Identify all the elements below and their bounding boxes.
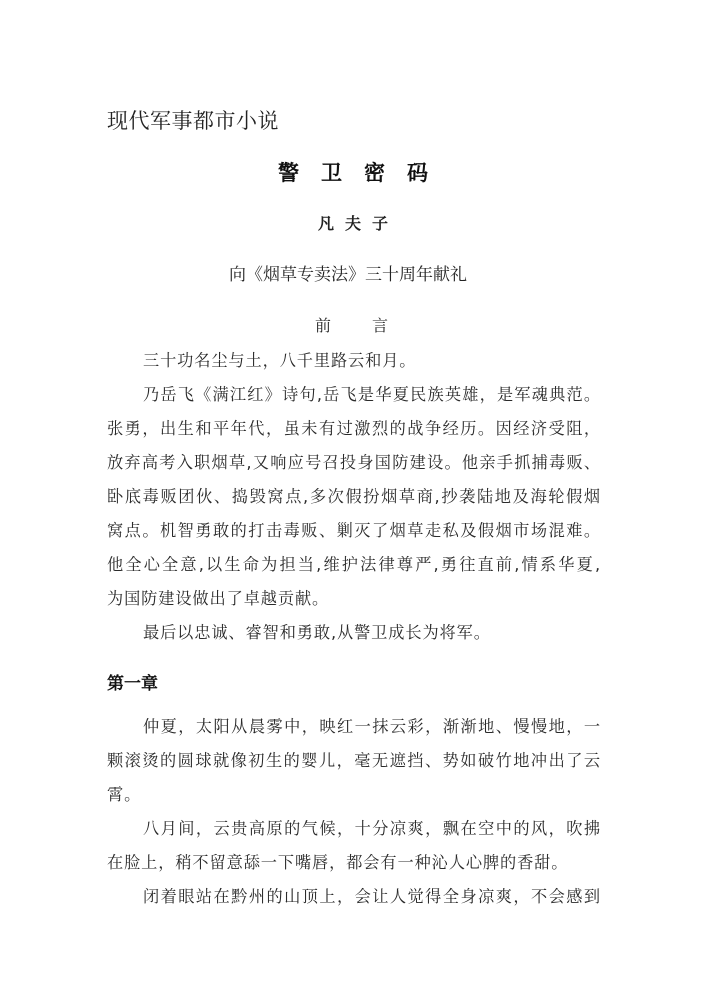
chapter-line: 仲夏，太阳从晨雾中，映红一抹云彩，渐渐地、慢慢地，一 [143,717,601,736]
preface-line: 为国防建设做出了卓越贡献。 [107,589,330,608]
chapter-line: 颗滚烫的圆球就像初生的婴儿，毫无遮挡、势如破竹地冲出了云 [107,751,601,770]
chapter-line: 八月间，云贵高原的气候，十分凉爽，飘在空中的风，吹拂 [143,819,601,838]
chapter-one-body [107,710,601,914]
book-title-char: 密 [364,161,385,185]
preface-line: 最后以忠诚、睿智和勇敢,从警卫成长为将军。 [143,623,491,642]
author-char: 凡 [318,214,335,233]
author-name [318,213,388,235]
chapter-line: 闭着眼站在黔州的山顶上，会让人觉得全身凉爽，不会感到 [143,887,601,906]
series-label: 现代军事都市小说 [107,109,279,133]
author-char: 子 [371,214,388,233]
preface-line: 窝点。机智勇敢的打击毒贩、剿灭了烟草走私及假烟市场混难。 [107,521,601,540]
book-title [278,160,428,186]
preface-heading [315,315,388,337]
preface-line: 放弃高考入职烟草,又响应号召投身国防建设。他亲手抓捕毒贩、 [107,453,601,472]
chapter-heading: 第一章 [107,674,158,694]
author-char: 夫 [344,214,361,233]
preface-line: 卧底毒贩团伙、捣毁窝点,多次假扮烟草商,抄袭陆地及海轮假烟 [107,487,601,506]
dedication: 向《烟草专卖法》三十周年献礼 [229,265,467,285]
book-title-char: 警 [278,161,299,185]
preface-line: 他全心全意,以生命为担当,维护法律尊严,勇往直前,情系华夏, [107,555,601,574]
preface-heading-char: 前 [315,316,332,335]
preface-line: 三十功名尘与土，八千里路云和月。 [143,351,417,370]
chapter-line: 在脸上，稍不留意舔一下嘴唇，都会有一种沁人心脾的香甜。 [107,853,569,872]
preface-line: 张勇，出生和平年代，虽未有过激烈的战争经历。因经济受阻， [107,419,601,438]
book-title-char: 卫 [321,161,342,185]
book-title-char: 码 [407,161,428,185]
preface-line: 乃岳飞《满江红》诗句,岳飞是华夏民族英雄，是军魂典范。 [143,385,601,404]
chapter-line: 霄。 [107,785,142,804]
preface-body [107,344,601,650]
preface-heading-char: 言 [371,316,388,335]
